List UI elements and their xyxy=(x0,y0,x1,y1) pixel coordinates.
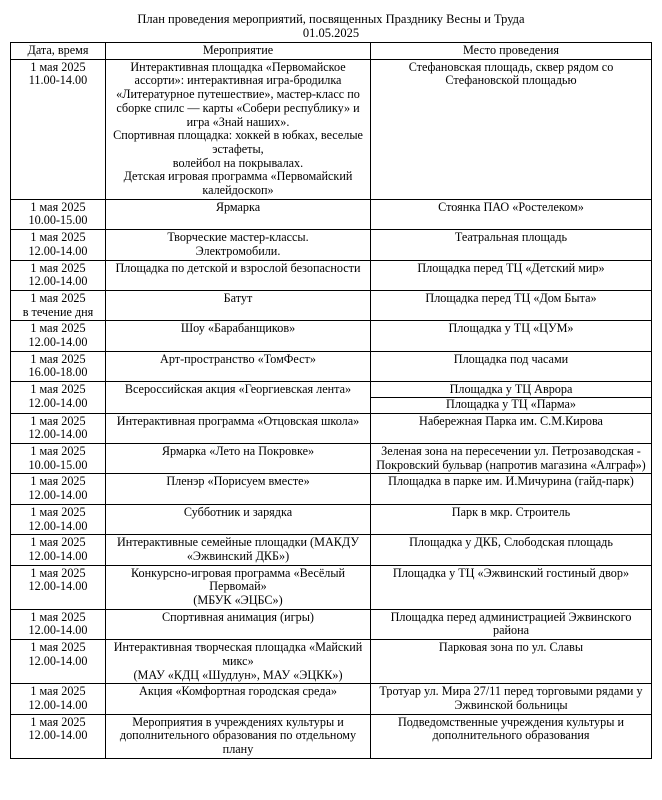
table-row xyxy=(11,640,652,684)
date-cell-line: 1 мая 2025 xyxy=(30,230,86,245)
place-cell xyxy=(371,290,652,320)
place-cell-line: Парк в мкр. Строитель xyxy=(451,504,571,519)
title-line-1: План проведения мероприятий, посвященных Празднику Весны и Труда xyxy=(137,12,525,26)
date-cell xyxy=(11,59,106,199)
event-cell xyxy=(106,714,371,758)
place-cell-line: Площадка в парке им. И.Мичурина (гайд-парк) xyxy=(388,474,634,489)
event-cell-line: Батут xyxy=(223,290,253,305)
event-cell xyxy=(106,199,371,229)
header-event: Мероприятие xyxy=(106,43,371,60)
place-cell-line: Стефановская площадь, сквер рядом со Стефановской площадью xyxy=(408,59,614,88)
date-cell-line: 12.00-14.00 xyxy=(28,518,88,533)
table-row xyxy=(11,260,652,290)
place-cell xyxy=(371,351,652,381)
place-cell-line: Зеленая зона на пересечении ул. Петрозаводская - Покровский бульвар (напротив магазина «Алграф») xyxy=(376,443,646,472)
event-cell-line: (МАУ «КДЦ «Шудлун», МАУ «ЭЦКК») xyxy=(133,667,343,682)
place-cell xyxy=(371,59,652,199)
event-cell xyxy=(106,351,371,381)
date-cell xyxy=(11,504,106,534)
place-cell-line: Театральная площадь xyxy=(454,230,568,245)
table-row xyxy=(11,199,652,229)
event-cell-line: волейбол на покрывалах. xyxy=(172,155,304,170)
event-cell-line: Ярмарка xyxy=(215,199,261,214)
event-cell-line: Площадка по детской и взрослой безопасности xyxy=(115,260,361,275)
date-cell-line: 12.00-14.00 xyxy=(28,243,88,258)
date-cell xyxy=(11,382,106,413)
date-cell-line: 1 мая 2025 xyxy=(30,535,86,550)
date-cell-line: 1 мая 2025 xyxy=(30,640,86,655)
event-cell xyxy=(106,59,371,199)
date-cell-line: 1 мая 2025 xyxy=(30,443,86,458)
place-cell-line: Стоянка ПАО «Ростелеком» xyxy=(438,199,584,214)
event-cell-line: Субботник и зарядка xyxy=(183,504,293,519)
date-cell-line: 10.00-15.00 xyxy=(28,213,88,228)
event-cell xyxy=(106,565,371,609)
event-cell-line: Интерактивная творческая площадка «Майский микс» xyxy=(113,640,363,668)
place-cell-line: Площадка у ДКБ, Слободская площадь xyxy=(409,535,613,550)
date-cell-line: 1 мая 2025 xyxy=(30,199,86,214)
place-cell-line: Тротуар ул. Мира 27/11 перед торговыми рядами у Эжвинской больницы xyxy=(379,684,643,712)
place-cell xyxy=(371,684,652,714)
place-cell xyxy=(371,504,652,534)
date-cell-line: 1 мая 2025 xyxy=(30,290,86,305)
place-cell xyxy=(371,474,652,504)
date-cell-line: 12.00-14.00 xyxy=(28,697,88,712)
place-cell-line: Площадка у ТЦ «Эжвинский гостиный двор» xyxy=(392,565,630,580)
date-cell-line: 1 мая 2025 xyxy=(30,382,86,397)
date-cell-line: 12.00-14.00 xyxy=(28,488,88,503)
event-cell-line: (МБУК «ЭЦБС») xyxy=(193,593,283,608)
event-cell xyxy=(106,684,371,714)
place-cell-line: Площадка перед администрацией Эжвинского района xyxy=(390,609,632,638)
table-row xyxy=(11,474,652,504)
event-cell xyxy=(106,321,371,351)
date-cell xyxy=(11,290,106,320)
date-cell-line: в течение дня xyxy=(22,304,94,319)
event-cell-line: Пленэр «Порисуем вместе» xyxy=(166,474,310,489)
date-cell-line: 1 мая 2025 xyxy=(30,351,86,366)
table-row xyxy=(11,321,652,351)
date-cell-line: 11.00-14.00 xyxy=(28,73,88,88)
event-cell-line: Интерактивная площадка «Первомайское ассорти»: интерактивная игра-бродилка «Литературное путешествие», мастер-класс по сборке спилс — карты «Собери республику» и игра «Знай наших». xyxy=(116,59,360,129)
place-cell-line: Площадка под часами xyxy=(453,351,569,366)
place-cell-line: Парковая зона по ул. Славы xyxy=(438,640,584,655)
event-cell xyxy=(106,382,371,413)
date-cell-line: 1 мая 2025 xyxy=(30,714,86,729)
event-cell-line: Интерактивные семейные площадки (МАКДУ «Эжвинский ДКБ») xyxy=(117,535,359,563)
table-row xyxy=(11,565,652,609)
event-cell xyxy=(106,260,371,290)
date-cell-line: 1 мая 2025 xyxy=(30,565,86,580)
event-cell xyxy=(106,640,371,684)
table-row xyxy=(11,290,652,320)
place-cell-line: Площадка перед ТЦ «Дом Быта» xyxy=(425,290,597,305)
event-cell-line: Всероссийская акция «Георгиевская лента» xyxy=(124,382,352,397)
event-cell xyxy=(106,504,371,534)
event-cell-line: Детская игровая программа «Первомайский калейдоскоп» xyxy=(123,169,353,198)
date-cell-line: 1 мая 2025 xyxy=(30,321,86,336)
date-cell-line: 12.00-14.00 xyxy=(28,653,88,668)
date-cell-line: 1 мая 2025 xyxy=(30,504,86,519)
date-cell-line: 12.00-14.00 xyxy=(28,548,88,563)
event-cell xyxy=(106,230,371,260)
date-cell xyxy=(11,535,106,565)
table-row xyxy=(11,413,652,443)
place-cell xyxy=(371,321,652,351)
event-cell-line: Интерактивная программа «Отцовская школа» xyxy=(116,413,360,428)
date-cell xyxy=(11,609,106,639)
event-cell xyxy=(106,535,371,565)
table-row xyxy=(11,230,652,260)
table-row xyxy=(11,382,652,413)
table-body xyxy=(11,59,652,758)
date-cell-line: 1 мая 2025 xyxy=(30,413,86,428)
event-cell-line: Спортивная площадка: хоккей в юбках, веселые эстафеты, xyxy=(113,128,363,156)
date-cell-line: 1 мая 2025 xyxy=(30,609,86,624)
table-row xyxy=(11,351,652,381)
place-cell-line: Площадка у ТЦ Аврора xyxy=(371,382,651,398)
table-row xyxy=(11,443,652,473)
header-date: Дата, время xyxy=(11,43,106,60)
header-place: Место проведения xyxy=(371,43,652,60)
date-cell-line: 1 мая 2025 xyxy=(30,684,86,699)
date-cell xyxy=(11,714,106,758)
date-cell xyxy=(11,413,106,443)
event-cell-line: Шоу «Барабанщиков» xyxy=(180,321,296,336)
place-cell xyxy=(371,609,652,639)
date-cell-line: 12.00-14.00 xyxy=(28,623,88,638)
table-row xyxy=(11,59,652,199)
date-cell-line: 16.00-18.00 xyxy=(28,365,88,380)
place-cell xyxy=(371,640,652,684)
place-cell xyxy=(371,199,652,229)
place-cell xyxy=(371,260,652,290)
document-title xyxy=(0,12,662,40)
place-cell-line: Подведомственные учреждения культуры и дополнительного образования xyxy=(397,714,624,743)
date-cell-line: 10.00-15.00 xyxy=(28,457,88,472)
date-cell xyxy=(11,260,106,290)
place-cell xyxy=(371,443,652,473)
place-cell xyxy=(371,535,652,565)
date-cell xyxy=(11,230,106,260)
table-row xyxy=(11,535,652,565)
date-cell xyxy=(11,474,106,504)
date-cell-line: 1 мая 2025 xyxy=(30,59,86,74)
events-table xyxy=(10,42,652,759)
place-cell xyxy=(371,382,652,413)
date-cell-line: 12.00-14.00 xyxy=(28,274,88,289)
date-cell-line: 1 мая 2025 xyxy=(30,474,86,489)
title-line-2: 01.05.2025 xyxy=(302,26,360,40)
date-cell-line: 1 мая 2025 xyxy=(30,260,86,275)
event-cell-line: Электромобили. xyxy=(195,243,281,258)
date-cell xyxy=(11,321,106,351)
place-cell xyxy=(371,413,652,443)
event-cell xyxy=(106,290,371,320)
event-cell-line: Творческие мастер-классы. xyxy=(167,230,309,245)
place-cell-line: Площадка у ТЦ «Парма» xyxy=(446,396,576,411)
event-cell-line: Акция «Комфортная городская среда» xyxy=(139,684,337,699)
event-cell xyxy=(106,443,371,473)
date-cell-line: 12.00-14.00 xyxy=(28,728,88,743)
date-cell xyxy=(11,199,106,229)
date-cell xyxy=(11,443,106,473)
event-cell-line: Конкурсно-игровая программа «Весёлый Первомай» xyxy=(130,565,346,594)
event-cell-line: Ярмарка «Лето на Покровке» xyxy=(161,443,315,458)
table-row xyxy=(11,609,652,639)
place-cell xyxy=(371,714,652,758)
table-row xyxy=(11,684,652,714)
place-cell-line: Набережная Парка им. С.М.Кирова xyxy=(419,413,603,428)
event-cell xyxy=(106,413,371,443)
date-cell xyxy=(11,640,106,684)
date-cell-line: 12.00-14.00 xyxy=(28,579,88,594)
date-cell xyxy=(11,684,106,714)
table-header-row xyxy=(11,43,652,60)
place-cell xyxy=(371,230,652,260)
table-row xyxy=(11,714,652,758)
date-cell-line: 12.00-14.00 xyxy=(28,335,88,350)
event-cell-line: Спортивная анимация (игры) xyxy=(162,609,314,624)
date-cell-line: 12.00-14.00 xyxy=(28,427,88,442)
date-cell xyxy=(11,351,106,381)
event-cell-line: Мероприятия в учреждениях культуры и дополнительного образования по отдельному плану xyxy=(119,714,357,757)
place-cell-line: Площадка перед ТЦ «Детский мир» xyxy=(417,260,605,275)
date-cell-line: 12.00-14.00 xyxy=(28,395,88,410)
place-cell xyxy=(371,565,652,609)
table-row xyxy=(11,504,652,534)
event-cell xyxy=(106,474,371,504)
date-cell xyxy=(11,565,106,609)
event-cell-line: Арт-пространство «ТомФест» xyxy=(160,351,316,366)
event-cell xyxy=(106,609,371,639)
place-cell-line: Площадка у ТЦ «ЦУМ» xyxy=(448,321,574,336)
